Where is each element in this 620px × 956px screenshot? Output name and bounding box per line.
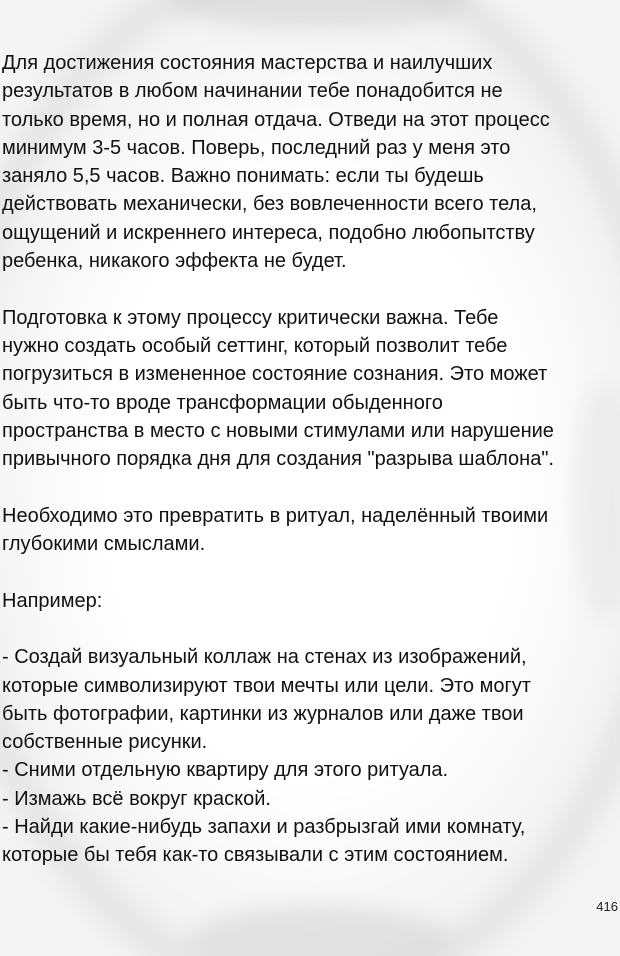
text-line: Подготовка к этому процессу критически важна. Тебе bbox=[2, 306, 499, 329]
text-line: заняло 5,5 часов. Важно понимать: если ты будешь bbox=[2, 165, 484, 188]
text-line: привычного порядка дня для создания "разрыва шаблона". bbox=[2, 448, 554, 471]
text-line: нужно создать особый сеттинг, который позволит тебе bbox=[2, 334, 508, 357]
paragraph-3 bbox=[2, 502, 614, 559]
text-line: Например: bbox=[2, 589, 103, 612]
vignette-top bbox=[170, 0, 470, 30]
text-line: Для достижения состояния мастерства и наилучших bbox=[2, 52, 493, 74]
text-line: которые символизируют твои мечты или цели. Это могут bbox=[2, 674, 531, 697]
body-text bbox=[2, 49, 614, 870]
list-item: - Измажь всё вокруг краской. bbox=[2, 787, 271, 810]
paragraph-4 bbox=[2, 587, 614, 615]
text-line: собственные рисунки. bbox=[2, 731, 208, 754]
text-line: результатов в любом начинании тебе понадобится не bbox=[2, 80, 503, 103]
list-item: - Создай визуальный коллаж на стенах из изображений, bbox=[2, 646, 527, 669]
text-line: ощущений и искреннего интереса, подобно любопытству bbox=[2, 221, 535, 244]
page-number: 416 bbox=[596, 899, 618, 914]
text-line: действовать механически, без вовлеченности всего тела, bbox=[2, 193, 537, 216]
text-line: быть фотографии, картинки из журналов или даже твои bbox=[2, 702, 524, 725]
text-line: только время, но и полная отдача. Отведи на этот процесс bbox=[2, 108, 550, 131]
text-line: погрузиться в измененное состояние сознания. Это может bbox=[2, 363, 548, 386]
text-line: ребенка, никакого эффекта не будет. bbox=[2, 250, 347, 273]
text-line: которые бы тебя как-то связывали с этим состоянием. bbox=[2, 844, 509, 867]
paragraph-5-list bbox=[2, 643, 614, 869]
text-line: Необходимо это превратить в ритуал, наделённый твоими bbox=[2, 504, 549, 527]
text-line: пространства в место с новыми стимулами или нарушение bbox=[2, 419, 554, 442]
text-line: глубокими смыслами. bbox=[2, 533, 206, 556]
paragraph-2 bbox=[2, 304, 614, 474]
list-item: - Найди какие-нибудь запахи и разбрызгай ими комнату, bbox=[2, 816, 526, 839]
text-line: быть что-то вроде трансформации обыденного bbox=[2, 391, 443, 414]
paragraph-1 bbox=[2, 49, 614, 275]
list-item: - Сними отдельную квартиру для этого ритуала. bbox=[2, 759, 449, 782]
text-line: минимум 3-5 часов. Поверь, последний раз у меня это bbox=[2, 136, 511, 159]
vignette-bottom bbox=[190, 905, 450, 956]
